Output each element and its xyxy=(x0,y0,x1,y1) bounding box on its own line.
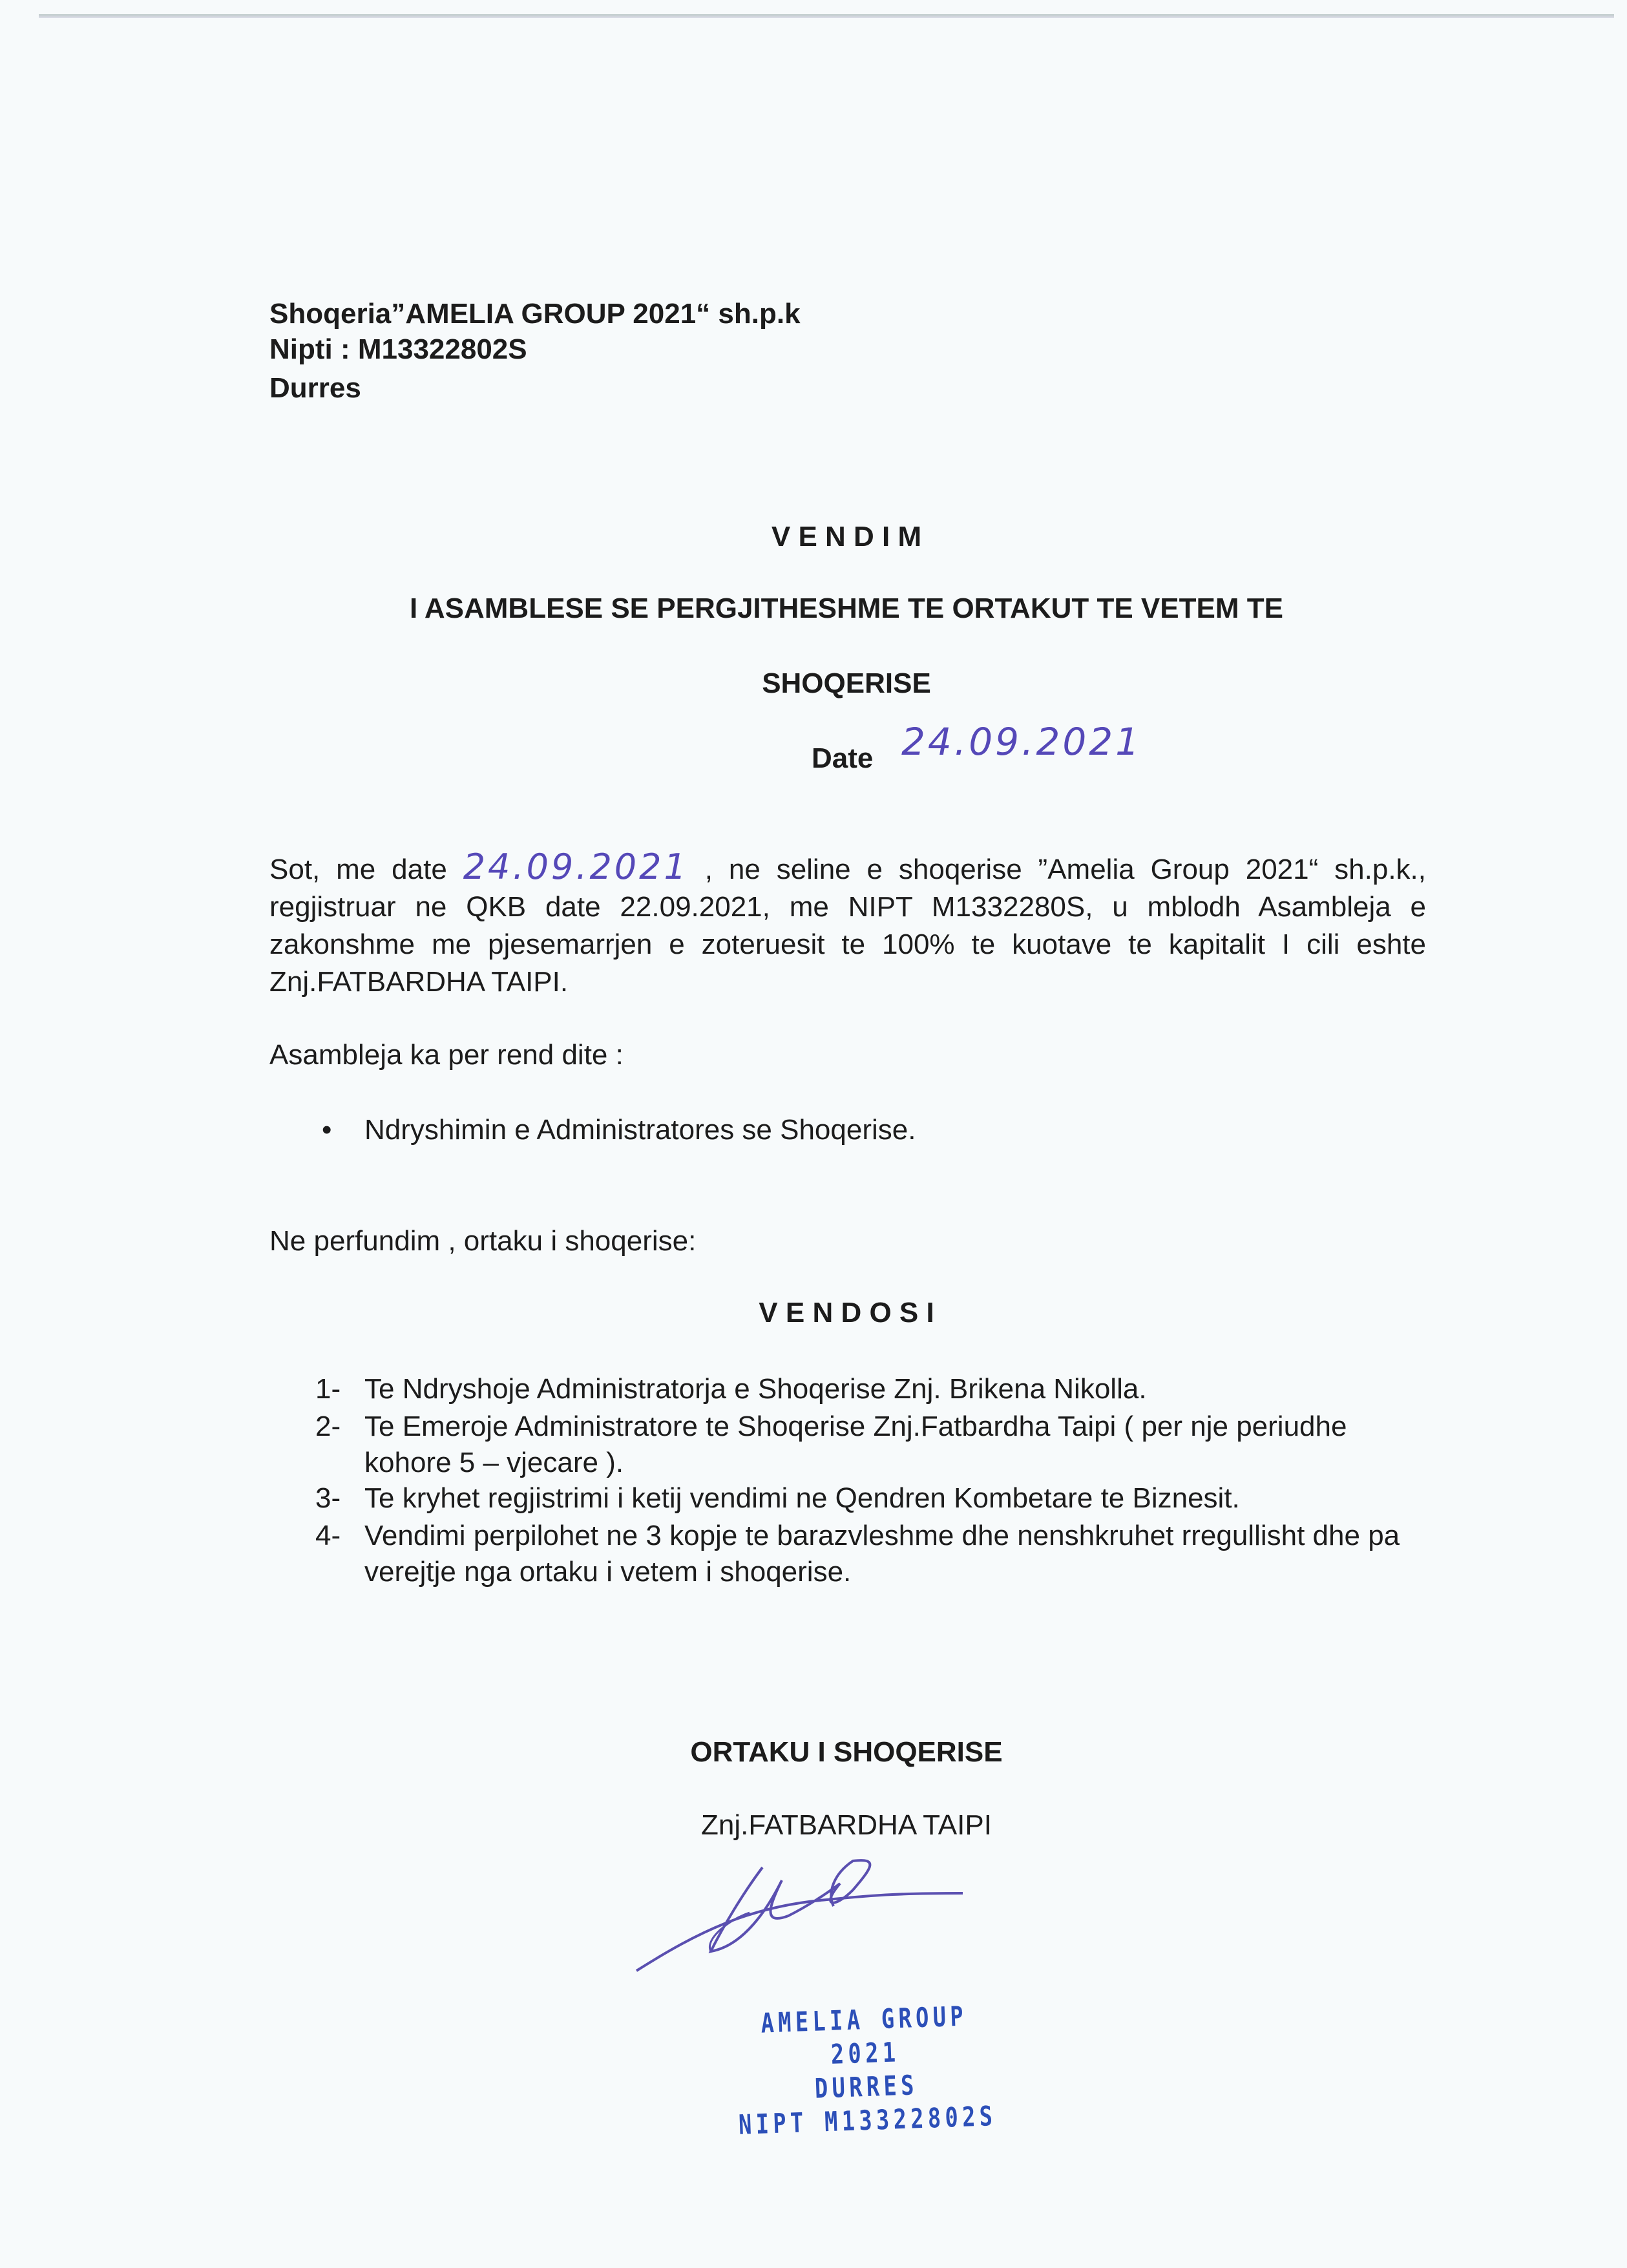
stamp-line-company: AMELIA GROUP 2021 xyxy=(760,2000,968,2070)
decision-item: Te Emeroje Administratore te Shoqerise Znj.Fatbardha Taipi ( per nje periudhe kohore 5 – vjecare ). xyxy=(364,1411,1347,1478)
bullet-icon: • xyxy=(322,1114,332,1146)
decision-item: Vendimi perpilohet ne 3 kopje te barazvleshme dhe nenshkruhet rregullisht dhe pa verejtje nga ortaku i vetem i shoqerise. xyxy=(364,1520,1400,1588)
decision-item: Te kryhet regjistrimi i ketij vendimi ne Qendren Kombetare te Biznesit. xyxy=(364,1482,1240,1514)
company-stamp xyxy=(702,1997,1030,2143)
intro-text: , ne seline e shoqerise ”Amelia Group 2021“ sh.p.k., regjistruar ne QKB date 22.09.2021, me NIPT M1332280S, u mblodh Asambleja e zakonshme me pjesemarrjen e zoteruesit te 100% te kuotave te kapitalit I cili eshte Znj.FATBARDHA TAIPI. xyxy=(269,854,1426,998)
document-subtitle-line1: I ASAMBLESE SE PERGJITHESHME TE ORTAKUT TE VETEM TE xyxy=(410,593,1283,624)
stamp-line-city: DURRES xyxy=(814,2069,919,2105)
scan-edge xyxy=(39,14,1614,18)
intro-paragraph xyxy=(269,846,1426,1001)
signature xyxy=(620,1854,982,1984)
handwritten-date: 24.09.2021 xyxy=(901,720,1142,764)
document-subtitle-line2: SHOQERISE xyxy=(762,667,931,699)
date-label: Date xyxy=(812,742,874,774)
signatory-name: Znj.FATBARDHA TAIPI xyxy=(701,1809,992,1841)
document-title: V E N D I M xyxy=(771,521,922,552)
stamp-line-nipt: NIPT M13322802S xyxy=(738,2099,998,2141)
decision-item: Te Ndryshoje Administratorja e Shoqerise Znj. Brikena Nikolla. xyxy=(364,1373,1147,1405)
company-city: Durres xyxy=(269,372,361,404)
intro-prefix: Sot, me date xyxy=(269,854,447,885)
agenda-label: Asambleja ka per rend dite : xyxy=(269,1039,624,1071)
conclusion-label: Ne perfundim , ortaku i shoqerise: xyxy=(269,1225,697,1257)
decision-number: 2- xyxy=(315,1411,341,1442)
decision-number: 4- xyxy=(315,1520,341,1551)
intro-handwritten-date: 24.09.2021 xyxy=(463,846,689,887)
company-nipt: Nipti : M13322802S xyxy=(269,333,527,365)
agenda-item: Ndryshimin e Administratores se Shoqerise. xyxy=(364,1114,916,1146)
signatory-title: ORTAKU I SHOQERISE xyxy=(690,1736,1003,1768)
decision-number: 1- xyxy=(315,1373,341,1405)
decision-title: V E N D O S I xyxy=(759,1297,934,1328)
company-name: Shoqeria”AMELIA GROUP 2021“ sh.p.k xyxy=(269,298,801,330)
decision-number: 3- xyxy=(315,1482,341,1514)
